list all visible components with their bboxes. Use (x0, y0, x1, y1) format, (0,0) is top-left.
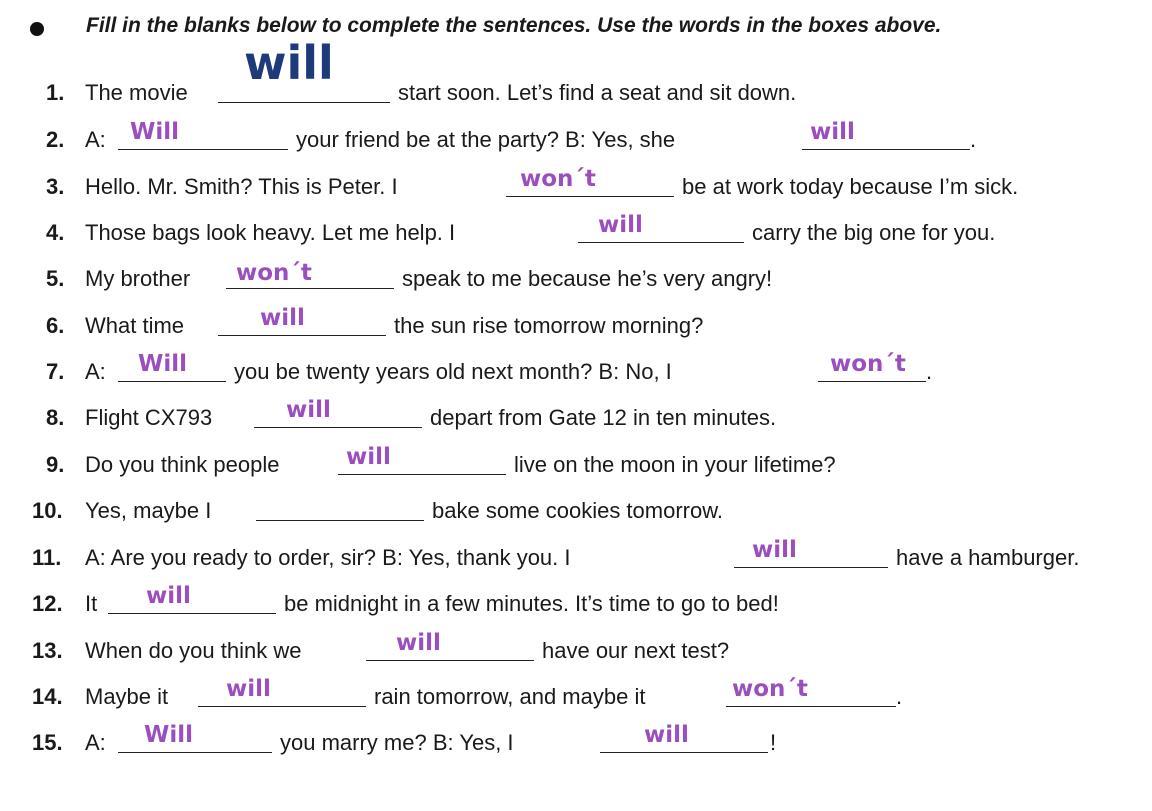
item-text-after: depart from Gate 12 in ten minutes. (430, 405, 777, 430)
item-text-before: A: (85, 359, 106, 384)
item-number: 11. (32, 545, 62, 570)
item-end-punctuation: . (970, 127, 977, 152)
handwritten-answer: will (286, 397, 331, 423)
item-text-before: Yes, maybe I (85, 498, 212, 523)
item-text-before: What time (85, 313, 185, 338)
answer-blank[interactable] (338, 444, 506, 475)
item-number: 12. (32, 591, 63, 616)
item-number: 13. (32, 638, 63, 663)
handwritten-answer: will (752, 537, 797, 563)
handwritten-answer: won´t (520, 166, 596, 192)
answer-blank[interactable] (118, 351, 226, 382)
handwritten-answer: Will (144, 722, 194, 748)
item-text-after: be at work today because I’m sick. (682, 174, 1019, 199)
handwritten-answer: Will (130, 119, 180, 145)
handwritten-answer: will (244, 36, 334, 90)
handwritten-answer: will (146, 583, 191, 609)
item-text-before: My brother (85, 266, 191, 291)
item-text-before: Maybe it (85, 684, 169, 709)
item-end-punctuation: ! (770, 730, 777, 755)
instruction-text: Fill in the blanks below to complete the sentences. Use the words in the boxes above. (86, 14, 942, 37)
item-text-before: Hello. Mr. Smith? This is Peter. I (85, 174, 398, 199)
answer-blank-2[interactable] (726, 676, 896, 707)
handwritten-answer-2: won´t (732, 676, 808, 702)
handwritten-answer-2: will (810, 119, 855, 145)
item-text-before: Do you think people (85, 452, 280, 477)
answer-blank[interactable] (734, 537, 888, 568)
item-number: 1. (46, 80, 65, 105)
item-number: 5. (46, 266, 65, 291)
item-text-after: the sun rise tomorrow morning? (394, 313, 704, 338)
item-number: 9. (46, 452, 65, 477)
item-text-after: start soon. Let’s find a seat and sit down. (398, 80, 797, 105)
item-number: 14. (32, 684, 63, 709)
handwritten-answer: will (260, 305, 305, 331)
handwritten-answer-2: will (644, 722, 689, 748)
bullet-icon (30, 22, 44, 36)
item-end-punctuation: . (926, 359, 933, 384)
handwritten-answer: Will (138, 351, 188, 377)
item-text-after: have a hamburger. (896, 545, 1080, 570)
item-text-before: A: Are you ready to order, sir? B: Yes, thank you. I (85, 545, 571, 570)
handwritten-answer: will (226, 676, 271, 702)
answer-blank-2[interactable] (802, 119, 970, 150)
handwritten-answer: will (598, 212, 643, 238)
item-number: 6. (46, 313, 65, 338)
item-text-before: A: (85, 730, 106, 755)
item-text-after: rain tomorrow, and maybe it (374, 684, 646, 709)
item-text-after: speak to me because he’s very angry! (402, 266, 773, 291)
item-number: 3. (46, 174, 65, 199)
handwritten-answer: will (346, 444, 391, 470)
answer-blank[interactable] (218, 36, 390, 103)
handwritten-answer-2: won´t (830, 351, 906, 377)
item-number: 10. (32, 498, 63, 523)
item-text-after: bake some cookies tomorrow. (432, 498, 724, 523)
item-end-punctuation: . (896, 684, 903, 709)
handwritten-answer: will (396, 630, 441, 656)
item-number: 7. (46, 359, 65, 384)
item-text-after: be midnight in a few minutes. It’s time to go to bed! (284, 591, 779, 616)
handwritten-answer: won´t (236, 260, 312, 286)
answer-blank[interactable] (256, 498, 424, 521)
answer-blank[interactable] (506, 166, 674, 197)
item-text-before: Those bags look heavy. Let me help. I (85, 220, 456, 245)
item-text-after: you be twenty years old next month? B: No, I (234, 359, 672, 384)
item-text-after: you marry me? B: Yes, I (280, 730, 514, 755)
item-text-before: Flight CX793 (85, 405, 213, 430)
answer-blank-2[interactable] (600, 722, 768, 753)
item-text-before: It (85, 591, 98, 616)
answer-blank[interactable] (198, 676, 366, 707)
answer-blank[interactable] (118, 722, 272, 753)
item-text-after: your friend be at the party? B: Yes, she (296, 127, 676, 152)
item-text-after: have our next test? (542, 638, 730, 663)
item-number: 8. (46, 405, 65, 430)
answer-blank[interactable] (108, 583, 276, 614)
item-number: 2. (46, 127, 65, 152)
item-text-before: The movie (85, 80, 188, 105)
answer-blank[interactable] (254, 397, 422, 428)
answer-blank-2[interactable] (818, 351, 926, 382)
item-text-after: live on the moon in your lifetime? (514, 452, 836, 477)
answer-blank[interactable] (366, 630, 534, 661)
item-text-before: A: (85, 127, 106, 152)
item-number: 15. (32, 730, 63, 755)
item-text-after: carry the big one for you. (752, 220, 996, 245)
item-number: 4. (46, 220, 65, 245)
answer-blank[interactable] (226, 260, 394, 289)
item-text-before: When do you think we (85, 638, 302, 663)
answer-blank[interactable] (118, 119, 288, 150)
answer-blank[interactable] (578, 212, 744, 243)
answer-blank[interactable] (218, 305, 386, 336)
